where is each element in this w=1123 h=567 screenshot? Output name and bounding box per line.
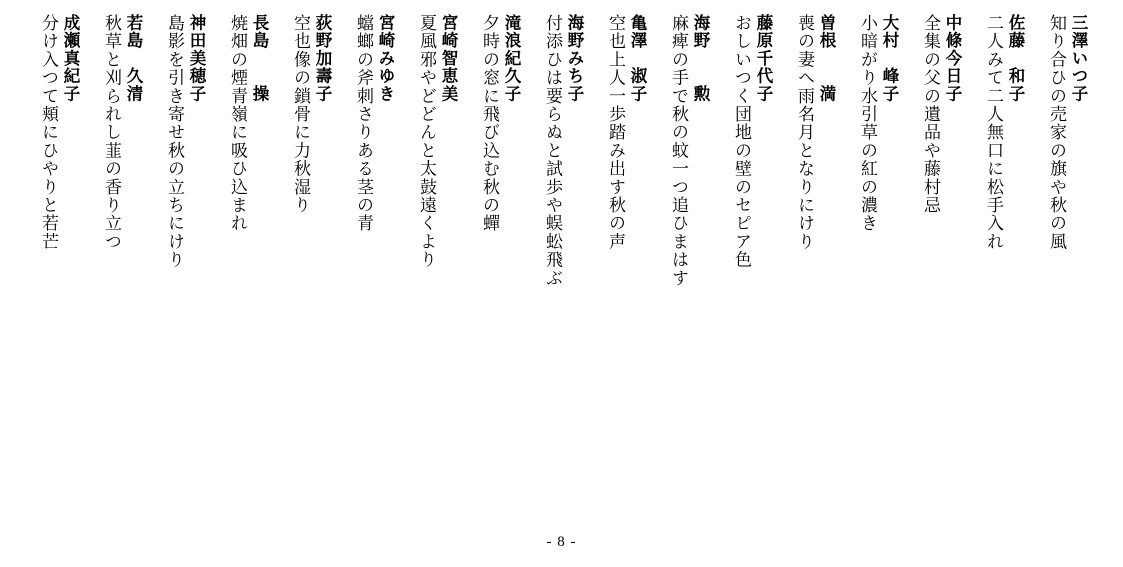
haiku-text: 蟷螂の斧刺さりある茎の青 (353, 14, 373, 233)
haiku-text: 空也上人一歩踏み出す秋の声 (605, 14, 625, 251)
haiku-text: 全集の父の遺品や藤村忌 (920, 14, 940, 215)
poet-name: 長島 操 (250, 14, 269, 103)
haiku-text: 分け入つて頬にひやりと若芒 (38, 14, 58, 251)
haiku-text: 小暗がり水引草の紅の濃き (857, 14, 877, 233)
poet-name: 大村 峰子 (880, 14, 899, 103)
haiku-columns (0, 14, 1123, 514)
haiku-text: 秋草と刈られし韮の香り立つ (101, 14, 121, 251)
haiku-text: 喪の妻へ雨名月となりにけり (794, 14, 814, 251)
poet-name: 曽根 満 (817, 14, 836, 103)
poet-name: 佐藤 和子 (1006, 14, 1025, 103)
poet-name: 滝浪紀久子 (502, 14, 521, 103)
haiku-text: おしいつく団地の壁のセピア色 (731, 14, 751, 269)
haiku-text: 島影を引き寄せ秋の立ちにけり (164, 14, 184, 269)
haiku-text: 知り合ひの売家の旗や秋の風 (1046, 14, 1066, 251)
poet-name: 中條今日子 (943, 14, 962, 103)
haiku-text: 麻痺の手で秋の蚊一つ追ひまはす (668, 14, 688, 287)
poet-name: 三澤いつ子 (1069, 14, 1088, 103)
haiku-text: 二人みて二人無口に松手入れ (983, 14, 1003, 251)
poet-name: 成瀬真紀子 (61, 14, 80, 103)
poet-name: 宮崎智恵美 (439, 14, 458, 103)
poet-name: 荻野加壽子 (313, 14, 332, 103)
poet-name: 藤原千代子 (754, 14, 773, 103)
haiku-text: 付添ひは要らぬと試歩や蜈蚣飛ぶ (542, 14, 562, 287)
poet-name: 若島 久清 (124, 14, 143, 103)
haiku-text: 焼畑の煙青嶺に吸ひ込まれ (227, 14, 247, 233)
poet-name: 亀澤 淑子 (628, 14, 647, 103)
poet-name: 海野 勲 (691, 14, 710, 103)
poet-name: 宮崎みゆき (376, 14, 395, 103)
haiku-text: 夕時の窓に飛び込む秋の蟬 (479, 14, 499, 233)
poet-name: 神田美穂子 (187, 14, 206, 103)
haiku-text: 夏風邪やどどんと太鼓遠くより (416, 14, 436, 269)
page-number: - 8 - (546, 534, 577, 550)
poet-name: 海野みち子 (565, 14, 584, 103)
haiku-text: 空也像の鎖骨に力秋湿り (290, 14, 310, 215)
